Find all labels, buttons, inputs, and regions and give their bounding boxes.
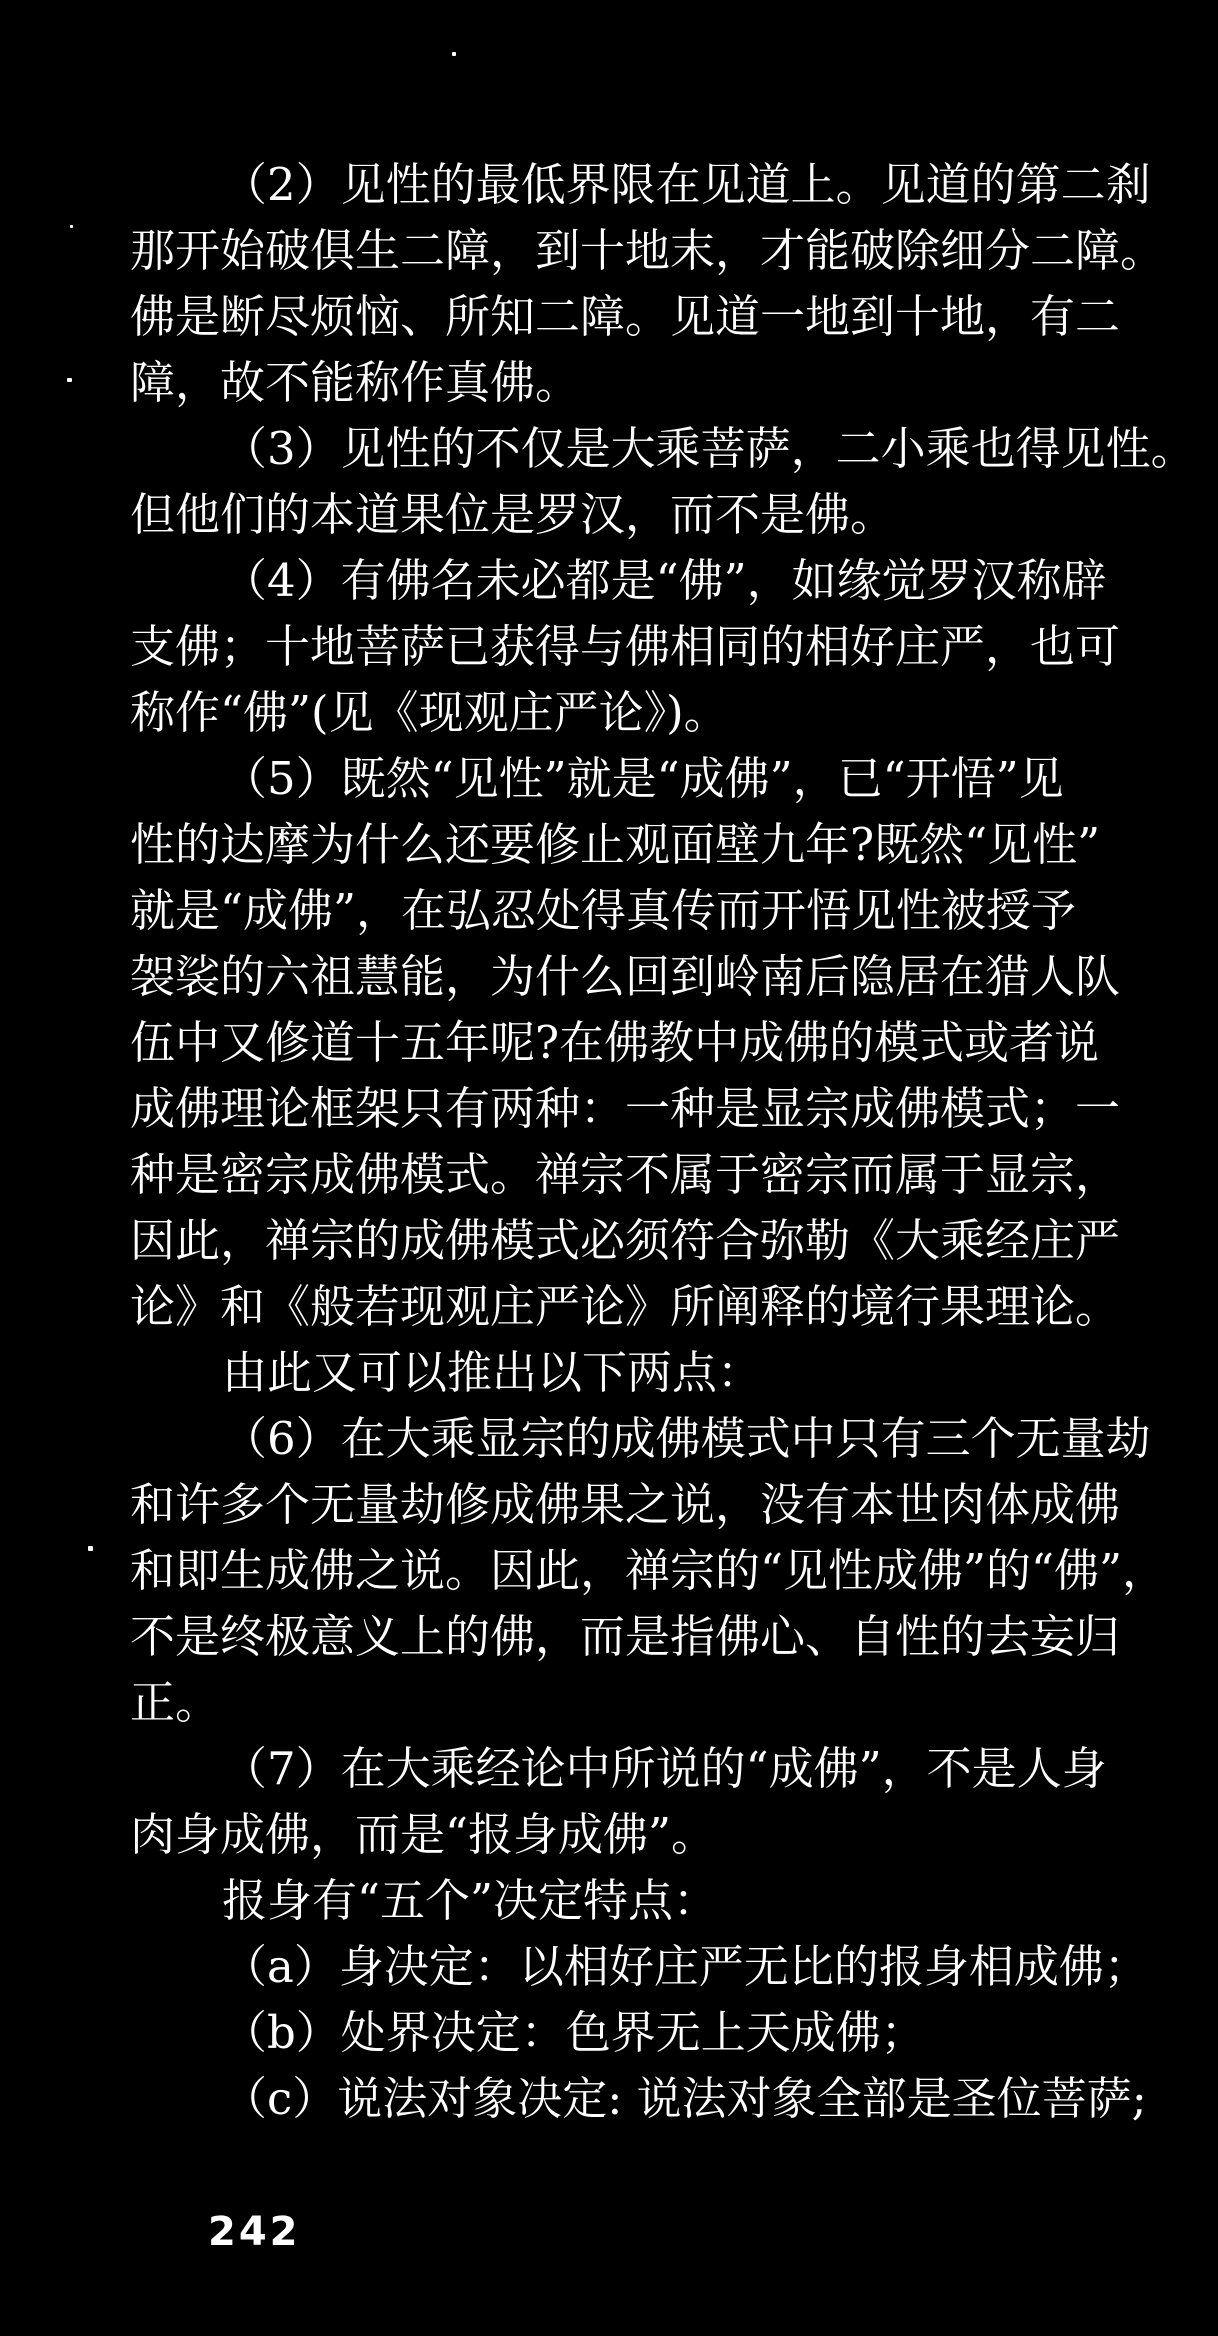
text-line: 种是密宗成佛模式。禅宗不属于密宗而属于显宗， — [130, 1148, 1121, 1201]
text-line: （2）见性的最低界限在见道上。见道的第二刹 — [222, 158, 1151, 211]
text-line: 就是“成佛”，在弘忍处得真传而开悟见性被授予 — [130, 884, 1077, 937]
text-line: （a）身决定：以相好庄严无比的报身相成佛； — [222, 1940, 1149, 1993]
text-line: 佛是断尽烦恼、所知二障。见道一地到十地，有二 — [130, 290, 1121, 343]
text-line: 肉身成佛，而是“报身成佛”。 — [130, 1808, 717, 1861]
text-line: 但他们的本道果位是罗汉，而不是佛。 — [130, 488, 896, 541]
scan-noise-dot — [452, 52, 456, 56]
text-line: 和即生成佛之说。因此，禅宗的“见性成佛”的“佛”， — [130, 1544, 1168, 1597]
text-block — [130, 152, 1196, 2132]
text-line: （4）有佛名未必都是“佛”，如缘觉罗汉称辟 — [222, 554, 1107, 607]
scan-noise-dot — [67, 378, 72, 382]
text-line: （3）见性的不仅是大乘菩萨，二小乘也得见性。 — [222, 422, 1196, 475]
text-line: 报身有“五个”决定特点： — [222, 1874, 719, 1927]
text-line: （5）既然“见性”就是“成佛”，已“开悟”见 — [222, 752, 1064, 805]
text-line: 论》和《般若现观庄严论》所阐释的境行果理论。 — [130, 1280, 1121, 1333]
text-line: 因此，禅宗的成佛模式必须符合弥勒《大乘经庄严 — [130, 1214, 1121, 1267]
text-line: 袈裟的六祖慧能，为什么回到岭南后隐居在猎人队 — [130, 950, 1121, 1003]
text-line: 不是终极意义上的佛，而是指佛心、自性的去妄归 — [130, 1610, 1121, 1663]
text-line: 性的达摩为什么还要修止观面壁九年?既然“见性” — [130, 818, 1101, 871]
text-line: 那开始破俱生二障，到十地末，才能破除细分二障。 — [130, 224, 1166, 277]
text-line: 伍中又修道十五年呢?在佛教中成佛的模式或者说 — [130, 1016, 1100, 1069]
text-line: 和许多个无量劫修成佛果之说，没有本世肉体成佛 — [130, 1478, 1121, 1531]
text-line: （b）处界决定：色界无上天成佛； — [222, 2006, 926, 2059]
text-line: 障，故不能称作真佛。 — [130, 356, 581, 409]
text-line: 正。 — [130, 1676, 221, 1729]
text-line: （7）在大乘经论中所说的“成佛”，不是人身 — [222, 1742, 1107, 1795]
text-line: （c）说法对象决定: 说法对象全部是圣位菩萨; — [222, 2072, 1147, 2125]
scan-noise-dot — [88, 1546, 93, 1551]
text-line: 称作“佛”(见《现观庄严论》)。 — [130, 686, 729, 739]
text-line: 支佛；十地菩萨已获得与佛相同的相好庄严，也可 — [130, 620, 1121, 673]
text-line: 由此又可以推出以下两点： — [222, 1346, 763, 1399]
text-line: 成佛理论框架只有两种：一种是显宗成佛模式；一 — [130, 1082, 1121, 1135]
page-number: 242 — [208, 2209, 301, 2255]
scan-noise-dot — [70, 225, 73, 228]
text-line: （6）在大乘显宗的成佛模式中只有三个无量劫 — [222, 1412, 1151, 1465]
